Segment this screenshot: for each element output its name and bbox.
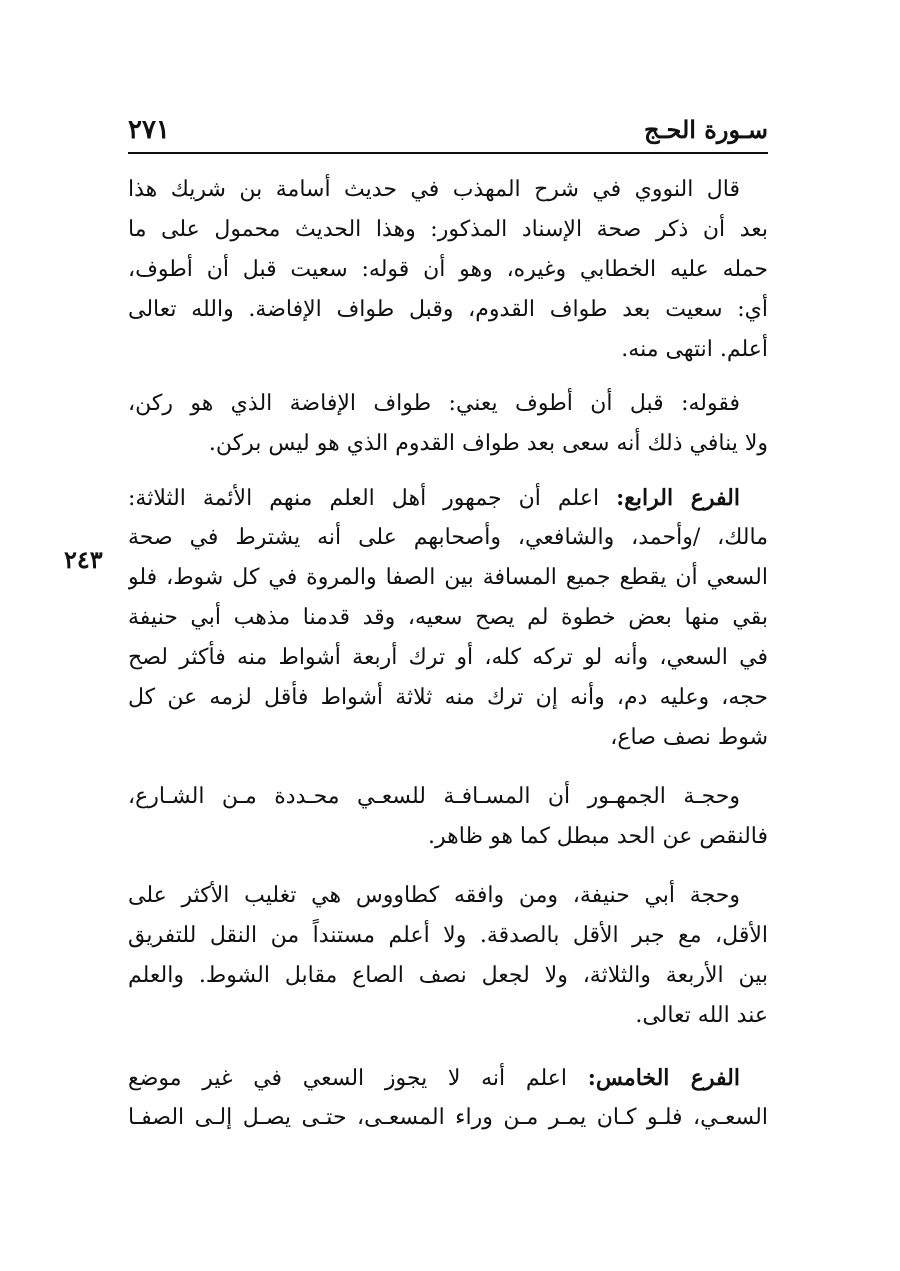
- text-line: عند الله تعالى.: [635, 1003, 768, 1028]
- text-line: بقي منها بعض خطوة لم يصح سعيه، وقد قدمنا مذهب أبي حنيفة: [128, 605, 768, 630]
- page-body: [128, 170, 768, 1138]
- text-run: اعلم أنه لا يجوز السعي في غير موضع: [128, 1066, 588, 1091]
- text-line: شوط نصف صاع،: [610, 725, 768, 750]
- paragraph-fifth-branch: [128, 1058, 768, 1138]
- text-line: أي: سعيت بعد طواف القدوم، وقبل طواف الإفاضة. والله تعالى: [128, 297, 768, 322]
- paragraph-abu-hanifa-argument: [128, 876, 768, 1036]
- text-line: بعد أن ذكر صحة الإسناد المذكور: وهذا الحديث محمول على ما: [128, 217, 768, 242]
- text-run: اعلم أن جمهور أهل العلم منهم الأئمة الثلاثة:: [128, 486, 617, 511]
- text-line: [128, 478, 768, 518]
- paragraph-majority-argument: [128, 777, 768, 857]
- section-heading: الفرع الرابع:: [616, 485, 740, 511]
- text-line: في السعي، وأنه لو تركه كله، أو ترك أربعة أشواط منه فأكثر لصح: [128, 645, 768, 670]
- paragraph-explanation: [128, 384, 768, 464]
- text-line: حجه، وعليه دم، وأنه إن ترك منه ثلاثة أشواط فأقل لزمه عن كل: [128, 685, 768, 710]
- page-number: ٢٧١: [128, 115, 170, 145]
- text-line: الأقل، مع جبر الأقل بالصدقة. ولا أعلم مستنداً من النقل للتفريق: [128, 923, 768, 948]
- text-line: السعي أن يقطع جميع المسافة بين الصفا والمروة في كل شوط، فلو: [128, 565, 768, 590]
- text-line: مالك، /وأحمد، والشافعي، وأصحابهم على أنه يشترط في صحة: [128, 525, 768, 550]
- text-line: فالنقص عن الحد مبطل كما هو ظاهر.: [428, 824, 768, 849]
- text-line: أعلم. انتهى منه.: [621, 337, 768, 362]
- page-header: [128, 112, 768, 154]
- section-heading: الفرع الخامس:: [587, 1065, 740, 1091]
- paragraph-nawawi: [128, 170, 768, 370]
- text-line: فقوله: قبل أن أطوف يعني: طواف الإفاضة الذي هو ركن،: [128, 391, 740, 416]
- text-line: ولا ينافي ذلك أنه سعى بعد طواف القدوم الذي هو ليس بركن.: [208, 431, 768, 456]
- text-line: وحجة أبي حنيفة، ومن وافقه كطاووس هي تغليب الأكثر على: [128, 883, 740, 908]
- text-line: [128, 1058, 768, 1098]
- paragraph-fourth-branch: [128, 478, 768, 758]
- text-line: السعـي، فلـو كـان يمـر مـن وراء المسعـى، حتـى يصـل إلـى الصفـا: [128, 1105, 768, 1130]
- text-line: وحجـة الجمهـور أن المسـافـة للسعـي محـددة مـن الشـارع،: [128, 784, 740, 809]
- margin-page-marker: ٢٤٣: [64, 545, 103, 574]
- surah-title: سـورة الحـج: [643, 115, 768, 144]
- text-line: قال النووي في شرح المهذب في حديث أسامة بن شريك هذا: [128, 177, 740, 202]
- text-line: حمله عليه الخطابي وغيره، وهو أن قوله: سعيت قبل أن أطوف،: [128, 257, 768, 282]
- text-line: بين الأربعة والثلاثة، ولا لجعل نصف الصاع مقابل الشوط. والعلم: [128, 963, 768, 988]
